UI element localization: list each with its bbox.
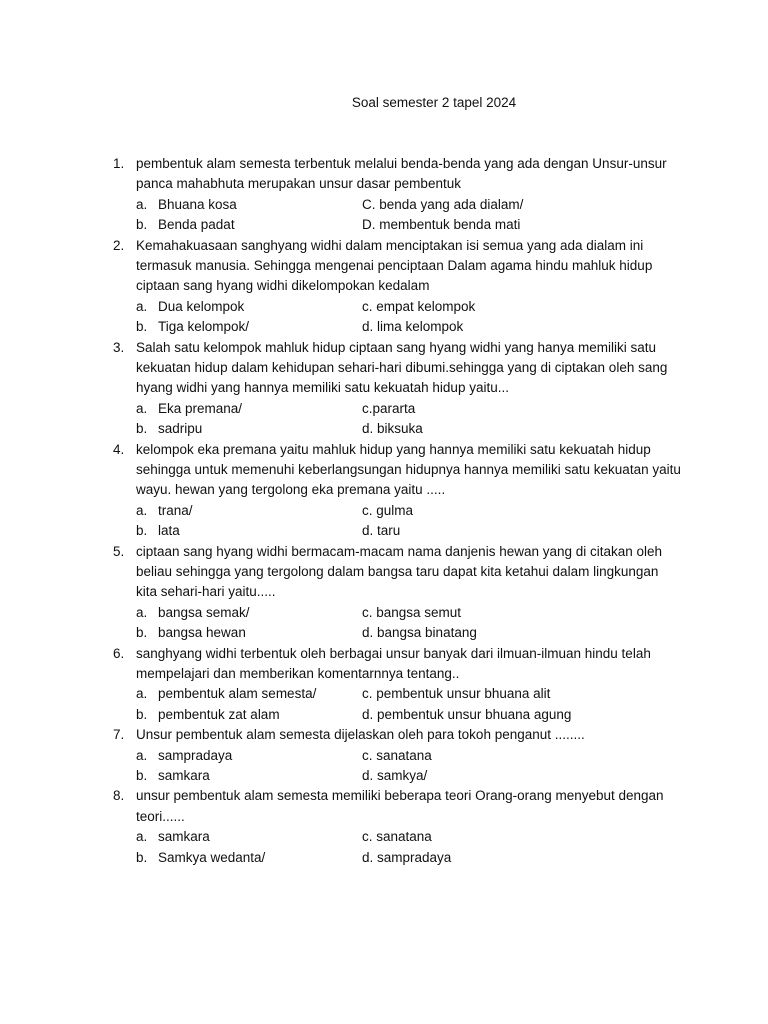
question-list bbox=[0, 154, 768, 868]
option-letter: b. bbox=[136, 706, 148, 722]
option-d bbox=[362, 848, 451, 868]
option-text: lata bbox=[158, 523, 180, 539]
question-1 bbox=[0, 154, 768, 236]
option-text: c. sanatana bbox=[362, 829, 432, 845]
option-row bbox=[0, 399, 768, 419]
question-number: 1. bbox=[113, 156, 125, 171]
question-number: 2. bbox=[113, 237, 125, 253]
page-title: Soal semester 2 tapel 2024 bbox=[351, 95, 517, 110]
question-text: ciptaan sang hyang widhi bermacam-macam nama danjenis hewan yang di citakan oleh beliau sehingga yang tergolong dalam bangsa taru dapat kita ketahui dalam lingkungan kita sehari-hari yaitu..... bbox=[136, 543, 663, 600]
option-text: d. biksuka bbox=[362, 421, 423, 437]
option-d bbox=[362, 623, 477, 643]
option-text: Samkya wedanta/ bbox=[158, 849, 266, 865]
option-letter: b. bbox=[136, 217, 148, 233]
question-number: 4. bbox=[113, 441, 125, 457]
option-row bbox=[0, 746, 768, 766]
option-letter: a. bbox=[136, 502, 148, 518]
option-c bbox=[362, 827, 432, 847]
option-text: C. benda yang ada dialam/ bbox=[362, 196, 524, 212]
option-text: samkara bbox=[158, 767, 210, 783]
option-text: c. pembentuk unsur bhuana alit bbox=[362, 686, 551, 702]
option-text: bangsa hewan bbox=[158, 625, 246, 641]
option-row bbox=[0, 603, 768, 623]
option-text: Dua kelompok bbox=[158, 298, 245, 314]
option-letter: b. bbox=[136, 767, 148, 783]
option-row bbox=[0, 419, 768, 439]
option-row bbox=[0, 827, 768, 847]
option-d bbox=[362, 705, 571, 725]
option-c bbox=[362, 297, 475, 317]
option-row bbox=[0, 195, 768, 215]
option-text: c.pararta bbox=[362, 400, 416, 416]
option-letter: b. bbox=[136, 849, 148, 865]
question-number: 5. bbox=[113, 543, 125, 559]
option-row bbox=[0, 766, 768, 786]
question-2 bbox=[0, 236, 768, 338]
option-d bbox=[362, 419, 423, 439]
question-text: kelompok eka premana yaitu mahluk hidup yang hannya memiliki satu kekuatah hidup sehingga untuk memenuhi keberlangsungan hidupnya hannya memiliki satu kekuatan yaitu wayu. hewan yang tergolong eka premana yaitu ..... bbox=[136, 441, 681, 498]
option-d bbox=[362, 215, 520, 235]
option-text: Bhuana kosa bbox=[158, 196, 237, 212]
option-row bbox=[0, 705, 768, 725]
question-text: Salah satu kelompok mahluk hidup ciptaan sang hyang widhi yang hanya memiliki satu kekuatan hidup dalam kehidupan sehari-hari dibumi.sehingga yang di ciptakan oleh sang hyang widhi yang hannya memiliki satu kekuatah hidup yaitu... bbox=[136, 339, 668, 396]
option-letter: b. bbox=[136, 421, 148, 437]
option-row bbox=[0, 521, 768, 541]
option-text: Tiga kelompok/ bbox=[158, 319, 250, 335]
option-letter: a. bbox=[136, 604, 148, 620]
option-text: c. sanatana bbox=[362, 747, 432, 763]
option-text: pembentuk alam semesta/ bbox=[158, 686, 317, 702]
option-text: d. pembentuk unsur bhuana agung bbox=[362, 706, 572, 722]
option-row bbox=[0, 317, 768, 337]
option-text: trana/ bbox=[158, 502, 193, 518]
option-row bbox=[0, 623, 768, 643]
option-text: Eka premana/ bbox=[158, 400, 243, 416]
option-row bbox=[0, 215, 768, 235]
option-d bbox=[362, 317, 463, 337]
option-text: D. membentuk benda mati bbox=[362, 217, 521, 233]
option-text: d. bangsa binatang bbox=[362, 625, 477, 641]
option-text: Benda padat bbox=[158, 217, 235, 233]
question-5 bbox=[0, 542, 768, 644]
option-row bbox=[0, 684, 768, 704]
option-c bbox=[362, 603, 461, 623]
question-text: sanghyang widhi terbentuk oleh berbagai unsur banyak dari ilmuan-ilmuan hindu telah mempelajari dan memberikan komentarnnya tentang.. bbox=[136, 645, 651, 681]
option-text: c. bangsa semut bbox=[362, 604, 462, 620]
option-text: d. lima kelompok bbox=[362, 319, 464, 335]
question-number: 6. bbox=[113, 645, 125, 661]
option-row bbox=[0, 297, 768, 317]
question-4 bbox=[0, 440, 768, 542]
option-letter: b. bbox=[136, 625, 148, 641]
option-row bbox=[0, 848, 768, 868]
option-c bbox=[362, 399, 415, 419]
option-text: d. samkya/ bbox=[362, 767, 428, 783]
option-text: c. empat kelompok bbox=[362, 298, 476, 314]
option-letter: a. bbox=[136, 829, 148, 845]
option-text: d. sampradaya bbox=[362, 849, 452, 865]
question-number: 7. bbox=[113, 727, 125, 743]
option-letter: b. bbox=[136, 319, 148, 335]
question-text: pembentuk alam semesta terbentuk melalui benda-benda yang ada dengan Unsur-unsur panca mahabhuta merupakan unsur dasar pembentuk bbox=[136, 156, 667, 192]
option-letter: a. bbox=[136, 196, 148, 212]
option-c bbox=[362, 195, 523, 215]
option-c bbox=[362, 501, 413, 521]
question-number: 8. bbox=[113, 788, 125, 804]
option-text: bangsa semak/ bbox=[158, 604, 250, 620]
option-text: c. gulma bbox=[362, 502, 414, 518]
question-text: Unsur pembentuk alam semesta dijelaskan oleh para tokoh penganut ........ bbox=[136, 727, 585, 743]
question-8 bbox=[0, 786, 768, 868]
option-c bbox=[362, 746, 432, 766]
option-letter: a. bbox=[136, 686, 148, 702]
option-d bbox=[362, 766, 427, 786]
option-letter: a. bbox=[136, 747, 148, 763]
option-text: sadripu bbox=[158, 421, 203, 437]
question-3 bbox=[0, 338, 768, 440]
option-d bbox=[362, 521, 400, 541]
question-6 bbox=[0, 644, 768, 726]
question-number: 3. bbox=[113, 339, 125, 355]
option-text: d. taru bbox=[362, 523, 401, 539]
question-text: unsur pembentuk alam semesta memiliki beberapa teori Orang-orang menyebut dengan teori...... bbox=[136, 788, 664, 824]
option-letter: a. bbox=[136, 400, 148, 416]
question-text: Kemahakuasaan sanghyang widhi dalam menciptakan isi semua yang ada dialam ini termasuk manusia. Sehingga mengenai penciptaan Dalam agama hindu mahluk hidup ciptaan sang hyang widhi dikelompokan kedalam bbox=[136, 237, 653, 294]
option-text: sampradaya bbox=[158, 747, 233, 763]
question-7 bbox=[0, 725, 768, 786]
option-row bbox=[0, 501, 768, 521]
option-text: pembentuk zat alam bbox=[158, 706, 280, 722]
option-letter: a. bbox=[136, 298, 148, 314]
option-c bbox=[362, 684, 550, 704]
option-text: samkara bbox=[158, 829, 210, 845]
option-letter: b. bbox=[136, 523, 148, 539]
